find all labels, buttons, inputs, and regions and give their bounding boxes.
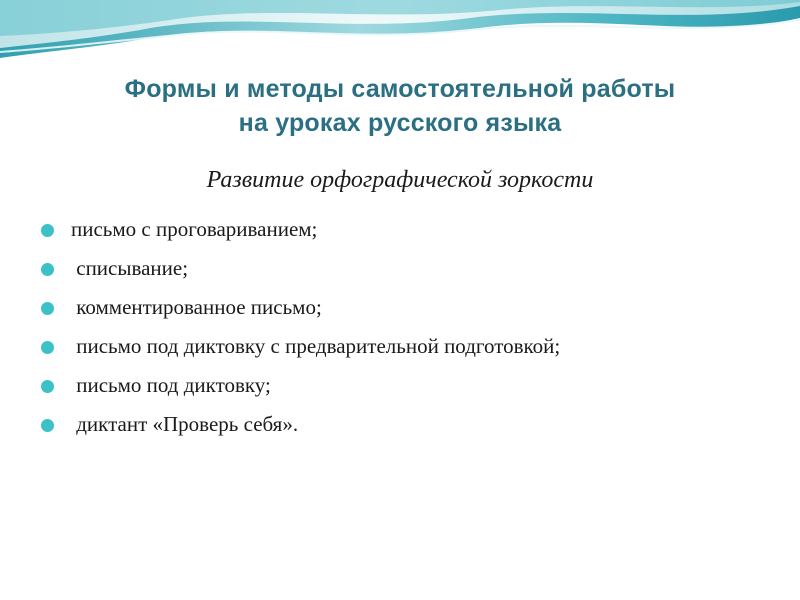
list-item (40, 409, 760, 440)
bullet-list (40, 214, 760, 448)
list-item (40, 370, 760, 401)
list-item-text: комментированное письмо; (71, 295, 322, 319)
list-item (40, 331, 760, 362)
bullet-icon (41, 224, 54, 237)
list-item-text: письмо под диктовку; (71, 373, 271, 397)
slide-subtitle: Развитие орфографической зоркости (206, 167, 594, 193)
list-item-text: списывание; (71, 256, 189, 280)
list-item-text: письмо с проговариванием; (71, 217, 318, 241)
list-item-text: письмо под диктовку с предварительной подготовкой; (71, 334, 561, 358)
slide-title-line-2: на уроках русского языка (238, 109, 562, 137)
bullet-icon (41, 302, 54, 315)
bullet-icon (41, 419, 54, 432)
bullet-icon (41, 380, 54, 393)
slide-title (20, 72, 780, 140)
bullet-icon (41, 263, 54, 276)
list-item (40, 253, 760, 284)
list-item (40, 292, 760, 323)
slide-title-line-1: Формы и методы самостоятельной работы (124, 75, 676, 103)
bullet-icon (41, 341, 54, 354)
list-item-text: диктант «Проверь себя». (71, 412, 299, 436)
list-item (40, 214, 760, 245)
